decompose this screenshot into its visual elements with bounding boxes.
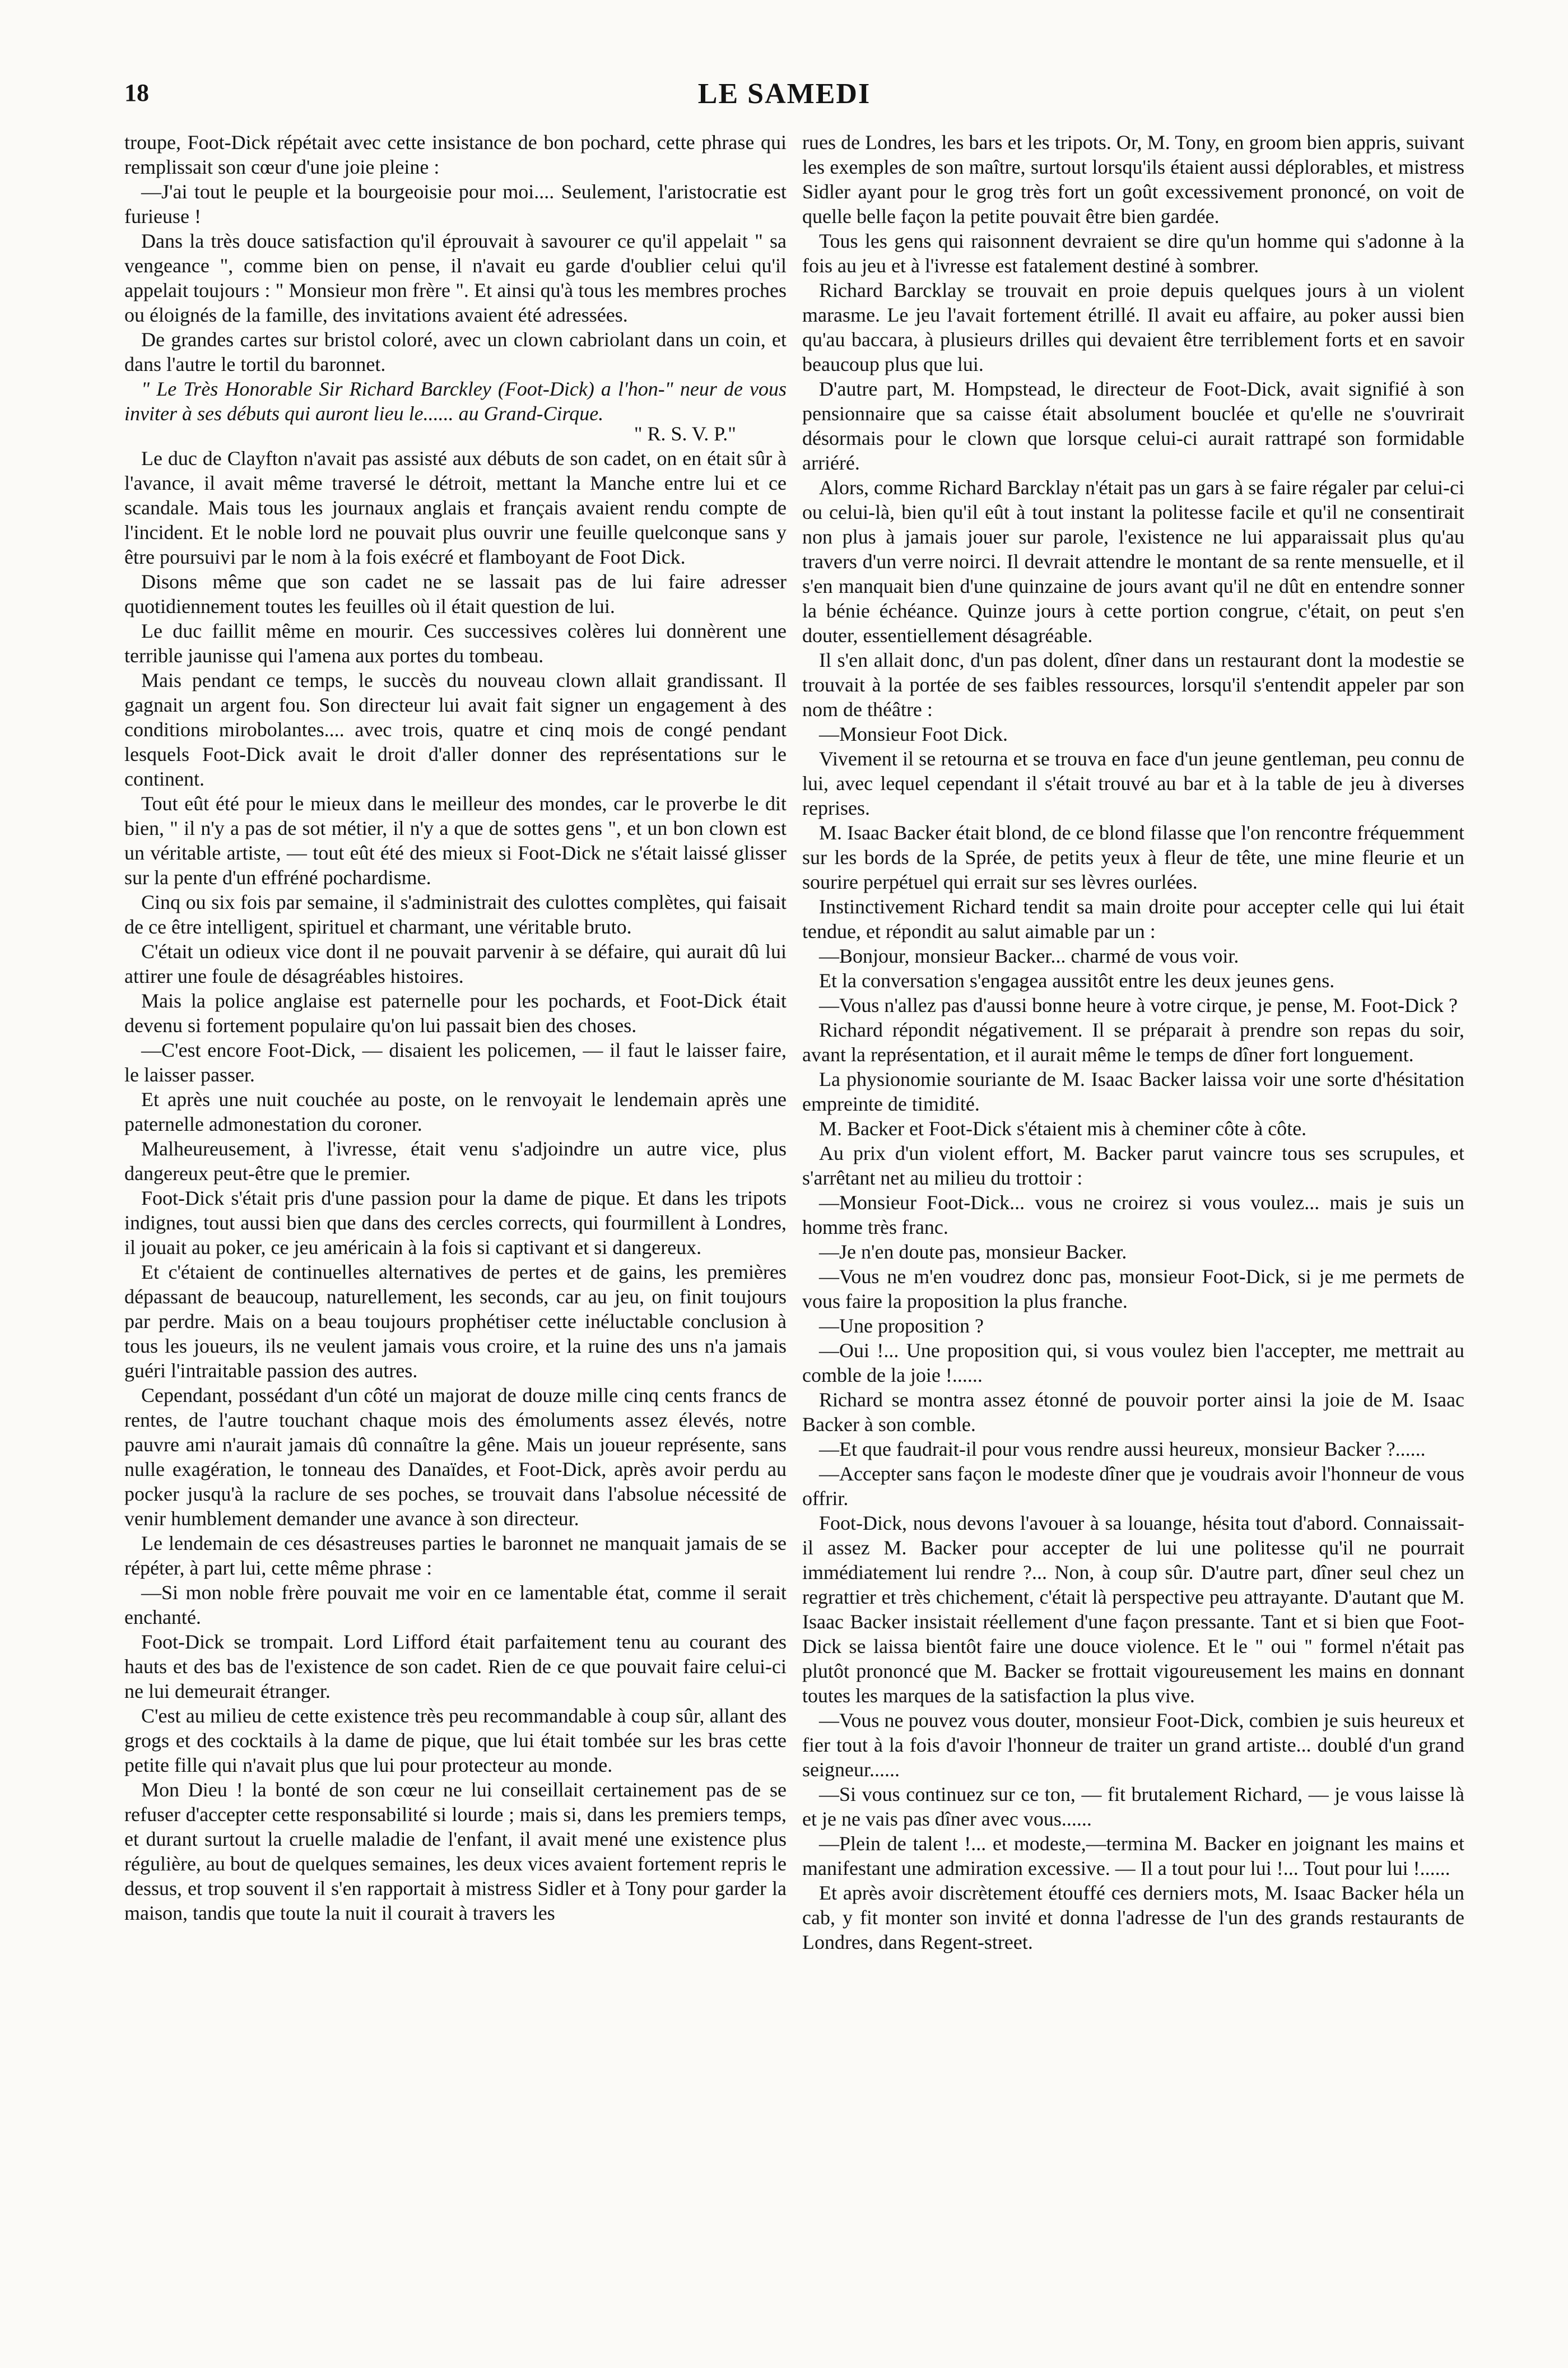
paragraph: —Je n'en doute pas, monsieur Backer. <box>819 1241 1127 1263</box>
paragraph: —Vous ne m'en voudrez donc pas, monsieur Foot-Dick, si je me permets de vous faire la proposition la plus franche. <box>802 1265 1464 1312</box>
paragraph: Foot-Dick, nous devons l'avouer à sa louange, hésita tout d'abord. Connaissait-il assez M. Backer pour accepter de lui une politesse qu'il ne pourrait immédiatement lui rendre ?... Non, à coup sûr. D'autre part, dîner seul chez un regrattier et très chichement, c'était là perspective peu attrayante. D'autant que M. Isaac Backer insistait réellement d'une façon pressante. Tant et si bien que Foot-Dick se laissa bientôt faire une douce violence. Et le " oui " formel n'était pas plutôt prononcé que M. Backer se frottait vigoureusement les mains en donnant toutes les marques de la satisfaction la plus vive. <box>802 1512 1464 1707</box>
paragraph: Il s'en allait donc, d'un pas dolent, dîner dans un restaurant dont la modestie se trouvait à la portée de ses faibles ressources, lorsqu'il s'entendit appeler par son nom de théâtre : <box>802 649 1464 721</box>
right-column <box>802 130 1464 2304</box>
publication-title: LE SAMEDI <box>697 78 871 110</box>
paragraph: Et après une nuit couchée au poste, on le renvoyait le lendemain après une paternelle admonestation du coroner. <box>124 1088 787 1135</box>
paragraph: —Monsieur Foot-Dick... vous ne croirez si vous voulez... mais je suis un homme très franc. <box>802 1191 1464 1238</box>
paragraph: C'est au milieu de cette existence très peu recommandable à coup sûr, allant des grogs et des cocktails à la dame de pique, que lui était tombée sur les bras cette petite fille qui n'avait plus que lui pour protecteur au monde. <box>124 1705 787 1776</box>
paragraph: —Accepter sans façon le modeste dîner que je voudrais avoir l'honneur de vous offrir. <box>802 1462 1464 1510</box>
paragraph: Mais la police anglaise est paternelle pour les pochards, et Foot-Dick était devenu si fortement populaire qu'on lui passait bien des choses. <box>124 990 787 1037</box>
paragraph: —Si mon noble frère pouvait me voir en ce lamentable état, comme il serait enchanté. <box>124 1581 787 1628</box>
paragraph: troupe, Foot-Dick répétait avec cette insistance de bon pochard, cette phrase qui remplissait son cœur d'une joie pleine : <box>124 131 787 178</box>
paragraph: Mon Dieu ! la bonté de son cœur ne lui conseillait certainement pas de se refuser d'accepter cette responsabilité si lourde ; mais si, dans les premiers temps, et durant surtout la cruelle maladie de l'enfant, il avait mené une existence plus régulière, au bout de quelques semaines, les deux vices avaient fortement repris le dessus, et trop souvent il s'en rapportait à mistress Sidler et à Tony pour garder la maison, tandis que toute la nuit il courait à travers les <box>124 1779 787 1924</box>
paragraph: Et après avoir discrètement étouffé ces derniers mots, M. Isaac Backer héla un cab, y fit monter son invité et donna l'adresse de l'un des grands restaurants de Londres, dans Regent-street. <box>802 1882 1464 1953</box>
paragraph: M. Backer et Foot-Dick s'étaient mis à cheminer côte à côte. <box>819 1117 1307 1140</box>
paragraph: —Plein de talent !... et modeste,—termina M. Backer en joignant les mains et manifestant une admiration excessive. — Il a tout pour lui !... Tout pour lui !...... <box>802 1832 1464 1879</box>
paragraph: —Vous ne pouvez vous douter, monsieur Foot-Dick, combien je suis heureux et fier tout à la fois d'avoir l'honneur de traiter un grand artiste... doublé d'un grand seigneur...... <box>802 1709 1464 1781</box>
paragraph: Malheureusement, à l'ivresse, était venu s'adjoindre un autre vice, plus dangereux peut-être que le premier. <box>124 1137 787 1185</box>
invitation-text: " Le Très Honorable Sir Richard Barckley (Foot-Dick) a l'hon-" neur de vous inviter à ses débuts qui auront lieu le...... au Grand-Cirque. <box>124 378 787 425</box>
paragraph: Alors, comme Richard Barcklay n'était pas un gars à se faire régaler par celui-ci ou celui-là, bien qu'il eût à tout instant la politesse facile et qu'il ne consentirait non plus à jamais jouer sur parole, l'existence ne lui apparaissait plus qu'au travers d'un verre noirci. Il devrait attendre le montant de sa rente mensuelle, et il s'en manquait bien d'une quinzaine de jours avant qu'il ne dût en entendre sonner la bénie échéance. Quinze jours à cette portion congrue, c'était, on peut s'en douter, essentiellement désagréable. <box>802 476 1464 647</box>
paragraph: Tous les gens qui raisonnent devraient se dire qu'un homme qui s'adonne à la fois au jeu et à l'ivresse est fatalement destiné à sombrer. <box>802 230 1464 277</box>
paragraph: Le duc de Clayfton n'avait pas assisté aux débuts de son cadet, on en était sûr à l'avance, il avait même traversé le détroit, mettant la Manche entre lui et ce scandale. Mais tous les journaux anglais et français avaient rendu compte de l'incident. Et le noble lord ne pouvait plus ouvrir une feuille quelconque sans y être poursuivi par le nom à la fois exécré et flamboyant de Foot Dick. <box>124 447 787 568</box>
paragraph: Richard se montra assez étonné de pouvoir porter ainsi la joie de M. Isaac Backer à son comble. <box>802 1389 1464 1436</box>
paragraph: Richard répondit négativement. Il se préparait à prendre son repas du soir, avant la représentation, et il aurait même le temps de dîner fort longuement. <box>802 1019 1464 1066</box>
paragraph: Le duc faillit même en mourir. Ces successives colères lui donnèrent une terrible jaunisse qui l'amena aux portes du tombeau. <box>124 620 787 667</box>
paragraph: —Une proposition ? <box>819 1315 984 1337</box>
paragraph: —Si vous continuez sur ce ton, — fit brutalement Richard, — je vous laisse là et je ne vais pas dîner avec vous...... <box>802 1783 1464 1830</box>
paragraph: —Bonjour, monsieur Backer... charmé de vous voir. <box>819 945 1239 967</box>
page-number: 18 <box>124 79 149 106</box>
paragraph: Et c'étaient de continuelles alternatives de pertes et de gains, les premières dépassant de beaucoup, naturellement, les seconds, car au jeu, on finit toujours par perdre. Mais on a beau toujours prophétiser cette inéluctable conclusion à tous les joueurs, ils ne veulent jamais vous croire, et la ruine des uns n'a jamais guéri l'intraitable passion des autres. <box>124 1261 787 1382</box>
paragraph: Et la conversation s'engagea aussitôt entre les deux jeunes gens. <box>819 969 1335 992</box>
paragraph: —Vous n'allez pas d'aussi bonne heure à votre cirque, je pense, M. Foot-Dick ? <box>819 994 1458 1016</box>
paragraph: —Monsieur Foot Dick. <box>819 723 1008 745</box>
paragraph: —C'est encore Foot-Dick, — disaient les policemen, — il faut le laisser faire, le laisser passer. <box>124 1039 787 1086</box>
paragraph: C'était un odieux vice dont il ne pouvait parvenir à se défaire, qui aurait dû lui attirer une foule de désagréables histoires. <box>124 940 787 987</box>
paragraph: Mais pendant ce temps, le succès du nouveau clown allait grandissant. Il gagnait un argent fou. Son directeur lui avait fait signer un engagement à des conditions mirobolantes.... avec trois, quatre et cinq mois de congé pendant lesquels Foot-Dick avait le droit d'aller donner des représentations sur le continent. <box>124 669 787 790</box>
rsvp-line: " R. S. V. P." <box>634 422 736 445</box>
left-column <box>124 130 787 2304</box>
paragraph: Le lendemain de ces désastreuses parties le baronnet ne manquait jamais de se répéter, à part lui, cette même phrase : <box>124 1532 787 1579</box>
paragraph: De grandes cartes sur bristol coloré, avec un clown cabriolant dans un coin, et dans l'autre le tortil du baronnet. <box>124 328 787 375</box>
paragraph: Instinctivement Richard tendit sa main droite pour accepter celle qui lui était tendue, et répondit au salut aimable par un : <box>802 895 1464 942</box>
paragraph: Disons même que son cadet ne se lassait pas de lui faire adresser quotidiennement toutes les feuilles où il était question de lui. <box>124 570 787 617</box>
paragraph: —Et que faudrait-il pour vous rendre aussi heureux, monsieur Backer ?...... <box>819 1438 1426 1460</box>
paragraph: Vivement il se retourna et se trouva en face d'un jeune gentleman, peu connu de lui, avec lequel cependant il s'était trouvé au bar et à la table de jeu à diverses reprises. <box>802 747 1464 819</box>
paragraph: Foot-Dick se trompait. Lord Lifford était parfaitement tenu au courant des hauts et des bas de l'existence de son cadet. Rien de ce que pouvait faire celui-ci ne lui demeurait étranger. <box>124 1631 787 1702</box>
paragraph: M. Isaac Backer était blond, de ce blond filasse que l'on rencontre fréquemment sur les bords de la Sprée, de petits yeux à fleur de tête, une mine fleurie et un sourire perpétuel qui errait sur ses lèvres ourlées. <box>802 821 1464 893</box>
paragraph: La physionomie souriante de M. Isaac Backer laissa voir une sorte d'hésitation empreinte de timidité. <box>802 1068 1464 1115</box>
paragraph: Au prix d'un violent effort, M. Backer parut vaincre tous ses scrupules, et s'arrêtant net au milieu du trottoir : <box>802 1142 1464 1189</box>
paragraph: rues de Londres, les bars et les tripots. Or, M. Tony, en groom bien appris, suivant les exemples de son maître, surtout lorsqu'ils étaient aussi déplorables, et mistress Sidler ayant pour le grog très fort un goût excessivement prononcé, on voit de quelle belle façon la petite pouvait être bien gardée. <box>802 131 1464 227</box>
paragraph: —Oui !... Une proposition qui, si vous voulez bien l'accepter, me mettrait au comble de la joie !...... <box>802 1339 1464 1386</box>
paragraph: —J'ai tout le peuple et la bourgeoisie pour moi.... Seulement, l'aristocratie est furieuse ! <box>124 180 787 227</box>
paragraph: D'autre part, M. Hompstead, le directeur de Foot-Dick, avait signifié à son pensionnaire que sa caisse était absolument bouclée et qu'elle ne s'ouvrirait désormais pour le clown que lorsque celui-ci aurait rattrapé son formidable arriéré. <box>802 378 1464 474</box>
paragraph: Tout eût été pour le mieux dans le meilleur des mondes, car le proverbe le dit bien, " il n'y a pas de sot métier, il n'y a que de sottes gens ", et un bon clown est un véritable artiste, — tout eût été des mieux si Foot-Dick ne s'était laissé glisser sur la pente d'un effréné pochardisme. <box>124 792 787 889</box>
paragraph: Richard Barcklay se trouvait en proie depuis quelques jours à un violent marasme. Le jeu l'avait fortement étrillé. Il avait eu affaire, au poker aussi bien qu'au baccara, à plusieurs drilles qui devaient être terriblement forts et en savoir beaucoup plus que lui. <box>802 279 1464 375</box>
paragraph: Dans la très douce satisfaction qu'il éprouvait à savourer ce qu'il appelait " sa vengeance ", comme bien on pense, il n'avait eu garde d'oublier celui qu'il appelait toujours : " Monsieur mon frère ". Et ainsi qu'à tous les membres proches ou éloignés de la famille, des invitations avaient été adressées. <box>124 230 787 326</box>
paragraph: Cinq ou six fois par semaine, il s'administrait des culottes complètes, qui faisait de ce être intelligent, spirituel et charmant, une véritable bruto. <box>124 891 787 938</box>
paragraph: Foot-Dick s'était pris d'une passion pour la dame de pique. Et dans les tripots indignes, tout aussi bien que dans des cercles corrects, qui fourmillent à Londres, il jouait au poker, ce jeu américain à la fois si captivant et si dangereux. <box>124 1187 787 1259</box>
paragraph: Cependant, possédant d'un côté un majorat de douze mille cinq cents francs de rentes, de l'autre touchant chaque mois des émoluments assez élevés, notre pauvre ami n'aurait jamais dû connaître la gêne. Mais un joueur représente, sans nulle exagération, le tonneau des Danaïdes, et Foot-Dick, après avoir perdu au pocker jusqu'à la raclure de ses poches, se trouvait dans l'absolue nécessité de venir humblement demander une avance à son directeur. <box>124 1384 787 1530</box>
